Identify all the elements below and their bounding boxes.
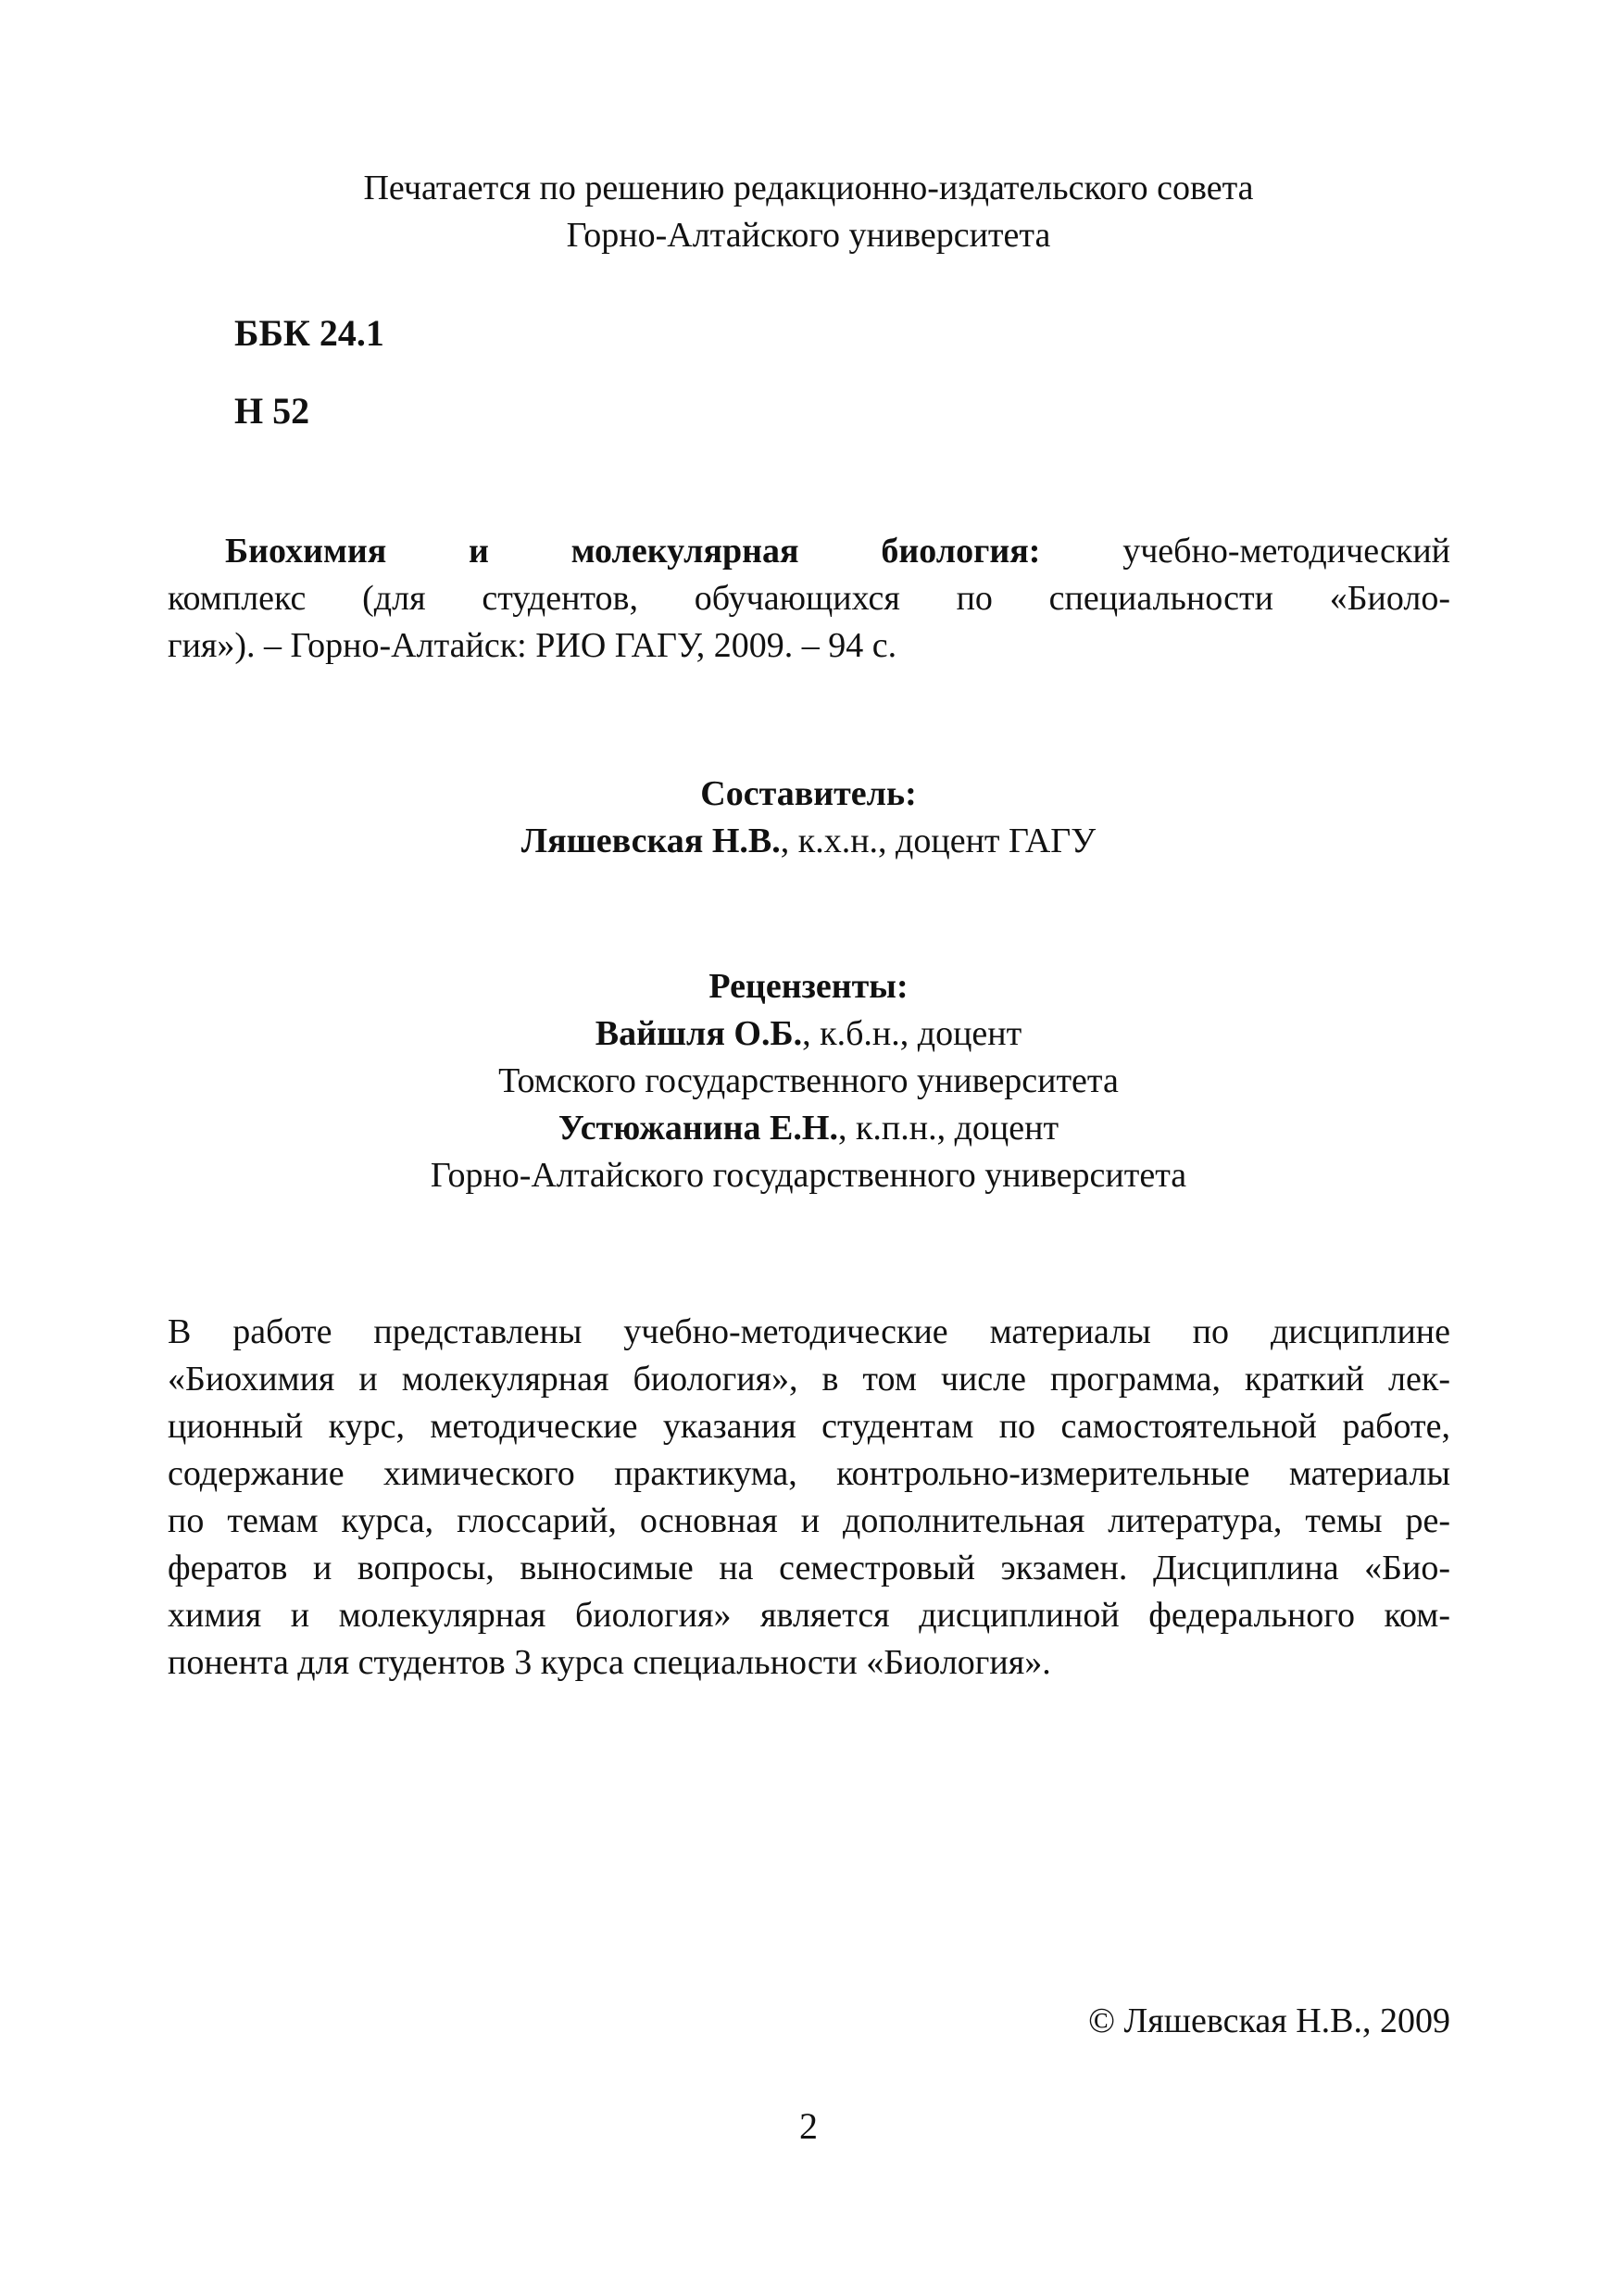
citation-title: Биохимия и молекулярная биология: bbox=[225, 532, 1041, 571]
reviewer-1-organization: Томского государственного университета bbox=[498, 1061, 1119, 1100]
reviewers-heading: Рецензенты: bbox=[708, 967, 909, 1006]
compiler-block bbox=[0, 771, 1617, 865]
abstract-line: по темам курса, глоссарий, основная и дополнительная литература, темы ре- bbox=[168, 1501, 1450, 1540]
reviewer-2-line bbox=[0, 1105, 1617, 1152]
author-sign: Н 52 bbox=[234, 390, 310, 432]
reviewers-block bbox=[0, 963, 1617, 1199]
compiler-details: , к.х.н., доцент ГАГУ bbox=[780, 822, 1097, 860]
compiler-name: Ляшевская Н.В. bbox=[520, 822, 781, 860]
citation-line-1-rest: учебно-методический bbox=[1122, 532, 1451, 571]
bibliographic-citation bbox=[168, 528, 1450, 670]
compiler-line bbox=[0, 818, 1617, 865]
copyright-notice: © Ляшевская Н.В., 2009 bbox=[1088, 2001, 1450, 2040]
approval-notice bbox=[0, 165, 1617, 259]
reviewer-2-details: , к.п.н., доцент bbox=[837, 1109, 1059, 1148]
compiler-heading: Составитель: bbox=[700, 774, 917, 813]
reviewer-1-name: Вайшля О.Б. bbox=[595, 1014, 803, 1053]
reviewer-1-line bbox=[0, 1010, 1617, 1058]
page-number: 2 bbox=[799, 2105, 818, 2147]
abstract-line: В работе представлены учебно-методические материалы по дисциплине bbox=[168, 1312, 1450, 1351]
abstract-line: понента для студентов 3 курса специальности «Биология». bbox=[168, 1643, 1051, 1682]
citation-line-3: гия»). – Горно-Алтайск: РИО ГАГУ, 2009. – 94 с. bbox=[168, 626, 897, 665]
abstract-line: содержание химического практикума, контрольно-измерительные материалы bbox=[168, 1454, 1450, 1493]
reviewer-1-details: , к.б.н., доцент bbox=[802, 1014, 1022, 1053]
citation-line-1 bbox=[168, 528, 1450, 575]
citation-line-2: комплекс (для студентов, обучающихся по специальности «Биоло- bbox=[168, 579, 1450, 618]
reviewer-2-name: Устюжанина Е.Н. bbox=[558, 1109, 838, 1148]
reviewer-2-organization: Горно-Алтайского государственного университета bbox=[430, 1156, 1187, 1195]
approval-line-2: Горно-Алтайского университета bbox=[566, 216, 1051, 255]
bbk-index: ББК 24.1 bbox=[234, 312, 384, 354]
abstract bbox=[168, 1309, 1450, 1687]
abstract-line: химия и молекулярная биология» является дисциплиной федерального ком- bbox=[168, 1596, 1450, 1635]
abstract-line: ционный курс, методические указания студентам по самостоятельной работе, bbox=[168, 1407, 1450, 1446]
abstract-line: фератов и вопросы, выносимые на семестровый экзамен. Дисциплина «Био- bbox=[168, 1549, 1450, 1587]
abstract-line: «Биохимия и молекулярная биология», в том числе программа, краткий лек- bbox=[168, 1360, 1450, 1399]
approval-line-1: Печатается по решению редакционно-издательского совета bbox=[363, 169, 1254, 207]
